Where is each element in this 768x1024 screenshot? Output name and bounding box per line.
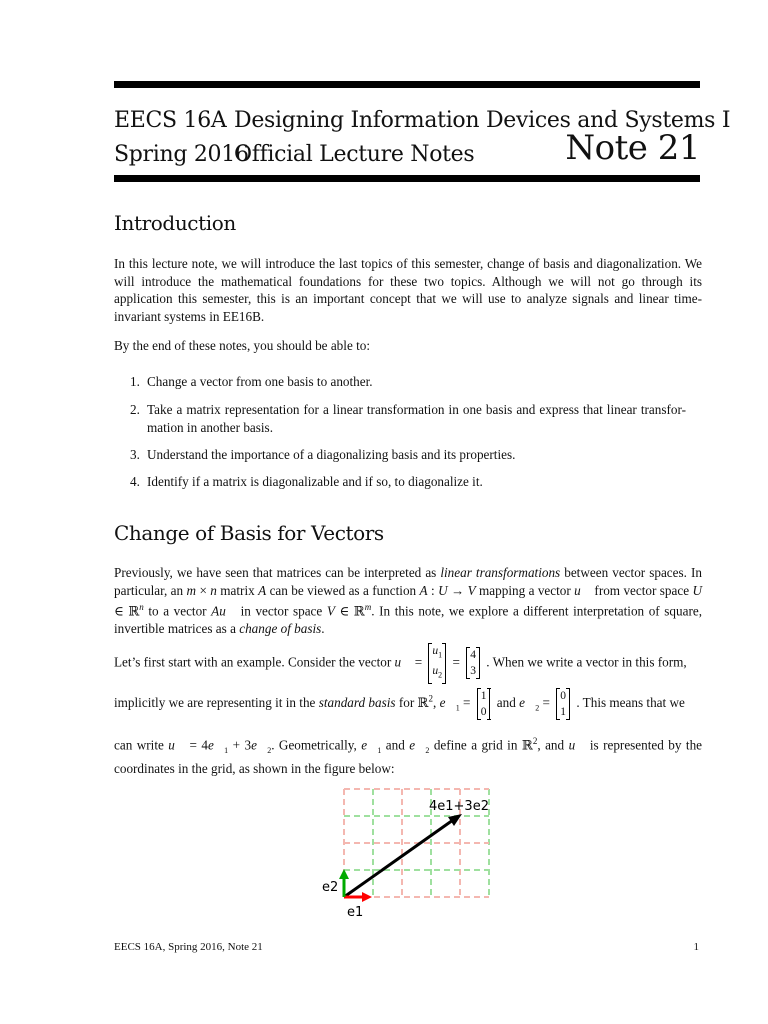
intro-paragraph: In this lecture note, we will introduce the last topics of this semester, change of basis and diagonalization. We will introduce the mathematical foundations for these two topics. Although we will not go through its application this semester, this is an important concept that we will use to analyze signals and linear time-invariant systems in EE16B. [114, 256, 702, 324]
matrix-43: 4 3 [466, 647, 480, 679]
example-line-2: implicitly we are representing it in the standard basis for ℝ$^2$, $e⃗_1$ = 1 0 and $e⃗_2$ = 0 1 . This means that we [114, 690, 685, 718]
matrix-e2: 0 1 [556, 688, 570, 720]
e1-label: e1 [347, 905, 364, 920]
course-title: Designing Information Devices and Systems I [234, 108, 731, 133]
note-number: Note 21 [565, 128, 700, 168]
example-line-1: Let’s first start with an example. Consider the vector u⃗ = $u_1$ $u_2$ = 4 3 . When we write a vector in this form, [114, 643, 702, 684]
example-paragraph-2: can write u⃗ = $4e⃗_1$ + $3e⃗_2$. Geometrically, $e⃗_1$ and $e⃗_2$ define a grid in ℝ$^2$, and u⃗ is represented by the coordinates in the grid, as shown in the figure below: [114, 736, 703, 776]
term: Spring 2016 [114, 142, 249, 167]
footer-left: EECS 16A, Spring 2016, Note 21 [114, 941, 263, 953]
vector-arrow [344, 820, 453, 897]
objectives-lead: By the end of these notes, you should be able to: [114, 338, 371, 353]
list-item: 3. Understand the importance of a diagonalizing basis and its properties. [130, 447, 516, 462]
e2-label: e2 [322, 880, 339, 895]
list-item: 1. Change a vector from one basis to another. [130, 374, 373, 389]
vector-label: 4e1+3e2 [429, 799, 489, 814]
page-number: 1 [693, 941, 699, 953]
e1-arrowhead [362, 892, 372, 902]
notes-title: Official Lecture Notes [234, 142, 475, 167]
change-basis-paragraph: Previously, we have seen that matrices can be interpreted as linear transformations between vector spaces. In particular, an m × n matrix A can be viewed as a function A : U → V mapping a vector u⃗ from vector space U ∈ ℝ$^n$ to a vector Au⃗ in vector space V ∈ ℝ$^m$. In this note, we explore a different interpretation of square, invertible matrices as a change of basis. [114, 565, 703, 636]
matrix-u: $u_1$ $u_2$ [428, 643, 446, 684]
list-item: 2. Take a matrix representation for a linear transformation in one basis and express that linear transfor-mation in another basis. [130, 402, 686, 435]
matrix-e1: 1 0 [477, 688, 491, 720]
course-code: EECS 16A [114, 108, 227, 133]
section-heading-introduction: Introduction [114, 211, 236, 235]
list-item: 4. Identify if a matrix is diagonalizable and if so, to diagonalize it. [130, 474, 483, 489]
section-heading-change-of-basis: Change of Basis for Vectors [114, 521, 384, 545]
